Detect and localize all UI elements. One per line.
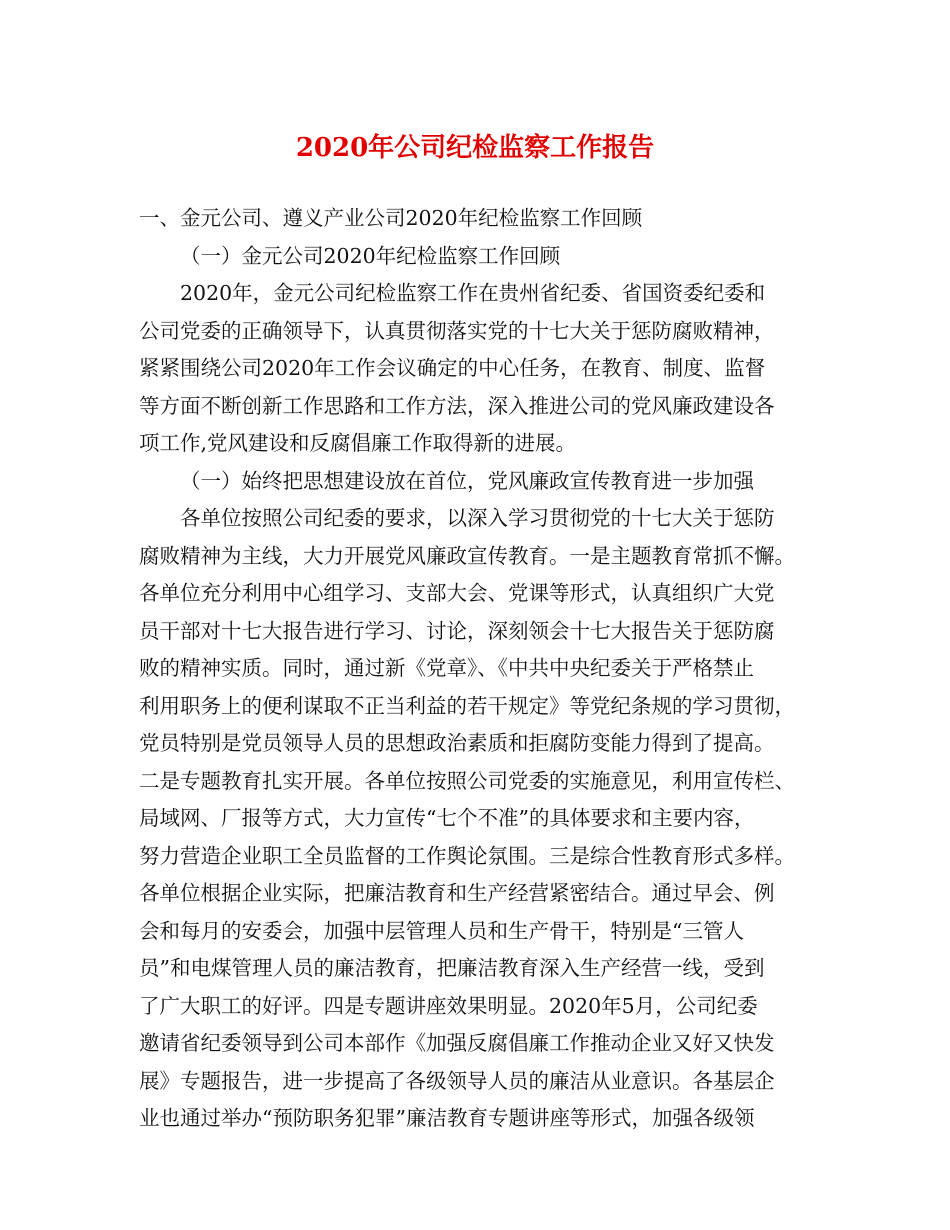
paragraph-line: 腐败精神为主线，大力开展党风廉政宣传教育。一是主题教育常抓不懈。 [139, 543, 795, 568]
paragraph-line: 项工作,党风建设和反腐倡廉工作取得新的进展。 [139, 431, 577, 455]
paragraph-line: 等方面不断创新工作思路和工作方法，深入推进公司的党风廉政建设各 [139, 393, 775, 418]
subsection-heading: （一）始终把思想建设放在首位，党风廉政宣传教育进一步加强 [180, 468, 754, 493]
paragraph-line: 党员特别是党员领导人员的思想政治素质和拒腐防变能力得到了提高。 [139, 731, 775, 755]
paragraph-line: 公司党委的正确领导下，认真贯彻落实党的十七大关于惩防腐败精神， [139, 318, 775, 343]
document-title: 2020年公司纪检监察工作报告 [295, 133, 655, 163]
subsection-heading: （一）金元公司2020年纪检监察工作回顾 [180, 243, 561, 268]
paragraph-line: 败的精神实质。同时，通过新《党章》、《中共中央纪委关于严格禁止 [139, 656, 754, 680]
paragraph-line: 紧紧围绕公司2020年工作会议确定的中心任务，在教育、制度、监督 [139, 356, 766, 380]
paragraph-line: 了广大职工的好评。四是专题讲座效果明显。2020年5月，公司纪委 [139, 993, 758, 1018]
paragraph-line: 各单位按照公司纪委的要求，以深入学习贯彻党的十七大关于惩防 [180, 506, 775, 530]
paragraph-line: 各单位根据企业实际，把廉洁教育和生产经营紧密结合。通过早会、例 [139, 881, 775, 905]
paragraph-line: 员”和电煤管理人员的廉洁教育，把廉洁教育深入生产经营一线，受到 [139, 956, 765, 980]
paragraph-line: 各单位充分利用中心组学习、支部大会、党课等形式，认真组织广大党 [139, 581, 775, 605]
paragraph-line: 利用职务上的便利谋取不正当利益的若干规定》等党纪条规的学习贯彻， [139, 693, 795, 718]
paragraph-line: 努力营造企业职工全员监督的工作舆论氛围。三是综合性教育形式多样。 [139, 843, 795, 868]
paragraph-line: 展》专题报告，进一步提高了各级领导人员的廉洁从业意识。各基层企 [139, 1068, 775, 1093]
paragraph-line: 员干部对十七大报告进行学习、讨论，深刻领会十七大报告关于惩防腐 [139, 618, 775, 643]
paragraph-line: 2020年，金元公司纪检监察工作在贵州省纪委、省国资委纪委和 [180, 281, 766, 305]
paragraph-line: 二是专题教育扎实开展。各单位按照公司党委的实施意见，利用宣传栏、 [139, 768, 795, 793]
paragraph-line: 局域网、厂报等方式，大力宣传“七个不准”的具体要求和主要内容， [139, 806, 755, 830]
paragraph-line: 业也通过举办“预防职务犯罪”廉洁教育专题讲座等形式，加强各级领 [139, 1106, 755, 1130]
document-body [139, 200, 819, 1138]
paragraph-line: 邀请省纪委领导到公司本部作《加强反腐倡廉工作推动企业又好又快发 [139, 1031, 775, 1055]
section-heading: 一、金元公司、遵义产业公司2020年纪检监察工作回顾 [139, 206, 643, 230]
paragraph-line: 会和每月的安委会，加强中层管理人员和生产骨干，特别是“三管人 [139, 918, 744, 943]
